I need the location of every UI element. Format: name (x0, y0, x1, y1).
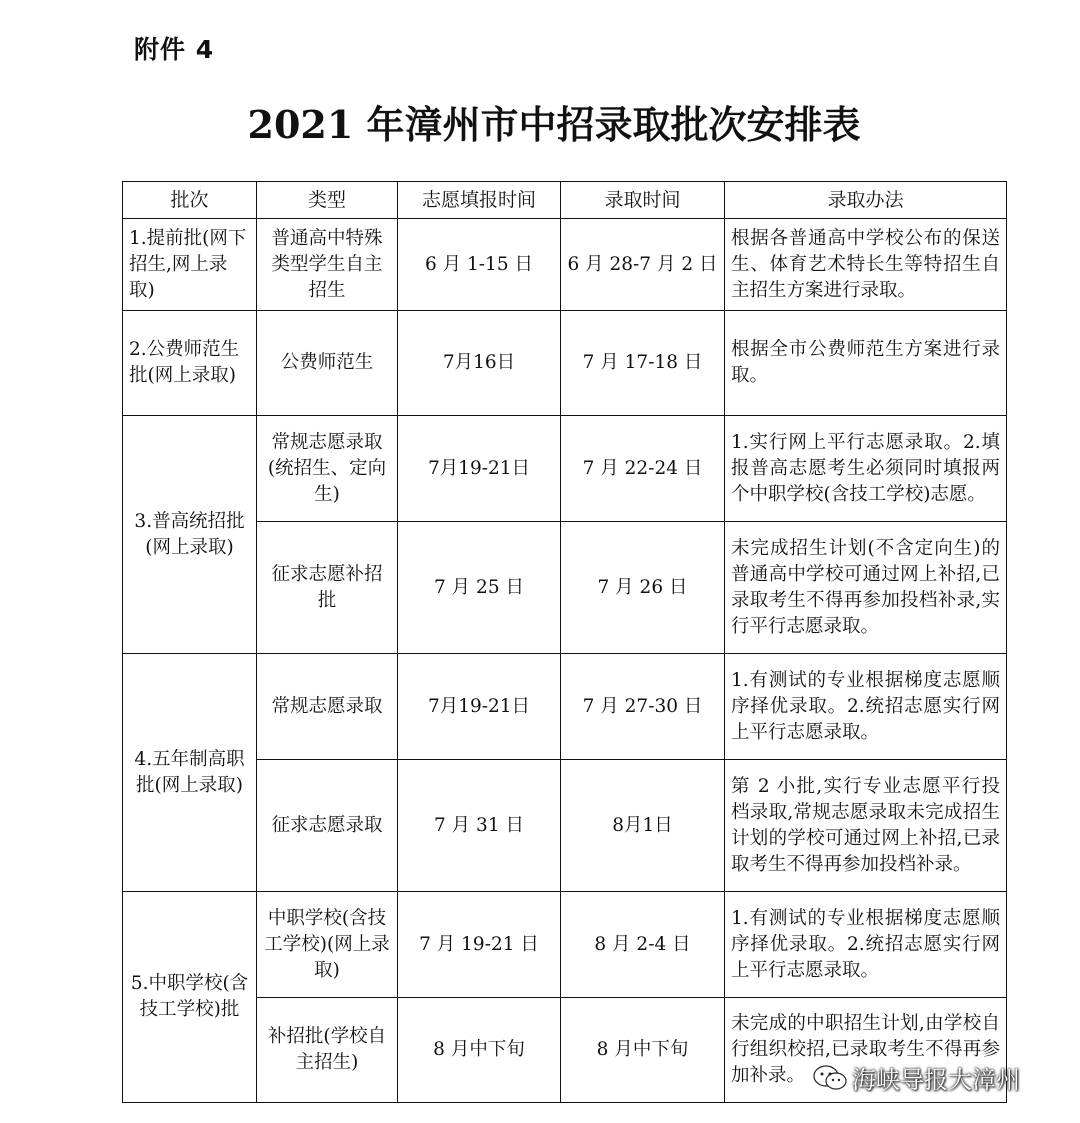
header-method: 录取办法 (725, 182, 1007, 219)
fill-time-cell: 6 月 1-15 日 (398, 219, 561, 311)
fill-time-cell: 7月16日 (398, 311, 561, 416)
batch-cell: 4.五年制高职批(网上录取) (123, 654, 257, 892)
type-cell: 公费师范生 (257, 311, 398, 416)
admit-time-cell: 6 月 28-7 月 2 日 (561, 219, 725, 311)
fill-time-cell: 7 月 25 日 (398, 522, 561, 654)
fill-time-cell: 7 月 19-21 日 (398, 892, 561, 998)
type-cell: 补招批(学校自主招生) (257, 998, 398, 1103)
table-header-row (123, 182, 1007, 219)
attachment-label: 附件 4 (134, 35, 215, 64)
type-cell: 中职学校(含技工学校)(网上录取) (257, 892, 398, 998)
type-cell: 常规志愿录取(统招生、定向生) (257, 416, 398, 522)
admission-schedule-table (122, 181, 1007, 1103)
method-cell: 1.有测试的专业根据梯度志愿顺序择优录取。2.统招志愿实行网上平行志愿录取。 (725, 654, 1007, 760)
header-fill-time: 志愿填报时间 (398, 182, 561, 219)
admit-time-cell: 7 月 26 日 (561, 522, 725, 654)
batch-cell: 2.公费师范生批(网上录取) (123, 311, 257, 416)
batch-cell: 3.普高统招批(网上录取) (123, 416, 257, 654)
type-cell: 征求志愿补招批 (257, 522, 398, 654)
method-cell: 1.实行网上平行志愿录取。2.填报普高志愿考生必须同时填报两个中职学校(含技工学校)志愿。 (725, 416, 1007, 522)
admit-time-cell: 7 月 27-30 日 (561, 654, 725, 760)
fill-time-cell: 8 月中下旬 (398, 998, 561, 1103)
type-cell: 普通高中特殊类型学生自主招生 (257, 219, 398, 311)
type-cell: 征求志愿录取 (257, 760, 398, 892)
method-cell: 1.有测试的专业根据梯度志愿顺序择优录取。2.统招志愿实行网上平行志愿录取。 (725, 892, 1007, 998)
method-cell: 未完成招生计划(不含定向生)的普通高中学校可通过网上补招,已录取考生不得再参加投档补录,实行平行志愿录取。 (725, 522, 1007, 654)
table-row (123, 311, 1007, 416)
table-row (123, 892, 1007, 998)
table-row (123, 416, 1007, 522)
fill-time-cell: 7月19-21日 (398, 654, 561, 760)
header-type: 类型 (257, 182, 398, 219)
fill-time-cell: 7 月 31 日 (398, 760, 561, 892)
admit-time-cell: 7 月 22-24 日 (561, 416, 725, 522)
header-admit-time: 录取时间 (561, 182, 725, 219)
table-row (123, 219, 1007, 311)
wechat-icon (812, 1064, 848, 1092)
admit-time-cell: 8 月中下旬 (561, 998, 725, 1103)
table-row (123, 654, 1007, 760)
method-cell: 第 2 小批,实行专业志愿平行投档录取,常规志愿录取未完成招生计划的学校可通过网上补招,已录取考生不得再参加投档补录。 (725, 760, 1007, 892)
admit-time-cell: 8 月 2-4 日 (561, 892, 725, 998)
watermark (812, 1060, 1020, 1095)
fill-time-cell: 7月19-21日 (398, 416, 561, 522)
method-cell: 未完成的中职招生计划,由学校自行组织校招,已录取考生不得再参加补录。 (725, 998, 1007, 1103)
admit-time-cell: 7 月 17-18 日 (561, 311, 725, 416)
batch-cell: 1.提前批(网下招生,网上录取) (123, 219, 257, 311)
type-cell: 常规志愿录取 (257, 654, 398, 760)
method-cell: 根据全市公费师范生方案进行录取。 (725, 311, 1007, 416)
page-title: 2021 年漳州市中招录取批次安排表 (247, 102, 861, 147)
batch-cell: 5.中职学校(含技工学校)批 (123, 892, 257, 1103)
method-cell: 根据各普通高中学校公布的保送生、体育艺术特长生等特招生自主招生方案进行录取。 (725, 219, 1007, 311)
header-batch: 批次 (123, 182, 257, 219)
watermark-text: 海峡导报大漳州 (852, 1066, 1020, 1094)
admit-time-cell: 8月1日 (561, 760, 725, 892)
